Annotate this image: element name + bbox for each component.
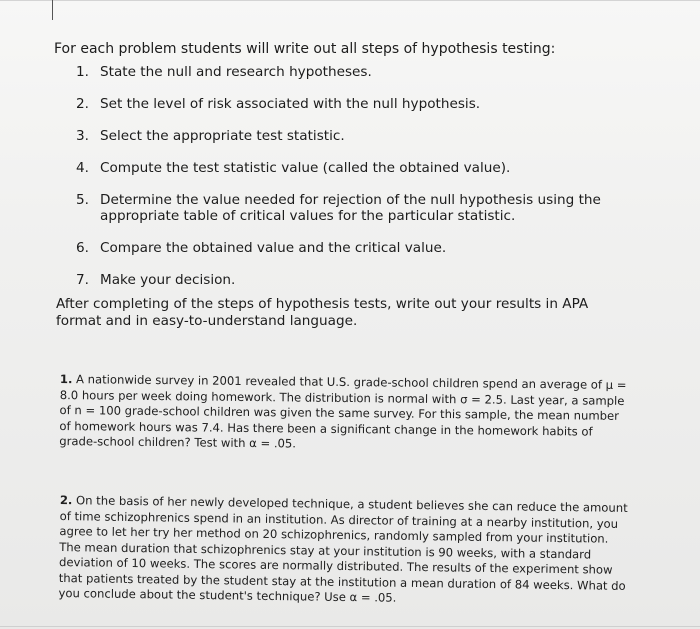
problem-number: 2. xyxy=(59,493,73,508)
problem-text: On the basis of her newly developed technique, a student believes she can reduce the amount of time schizophrenics spend in an institution. As director of training at a nearby institution, you agree to let her try her method on 20 schizophrenics, randomly sampled from your institution. The mean duration that schizophrenics stay at your institution is 90 weeks, with a standard deviation of 10 weeks. The scores are normally distributed. The results of the experiment show that patients treated by the student stay at the institution a mean duration of 84 weeks. What do you conclude about the student's technique? Use α = .05. xyxy=(58,493,628,605)
step-item xyxy=(76,240,666,256)
step-number: 1. xyxy=(76,64,89,80)
problem-number: 1. xyxy=(59,372,73,387)
step-item xyxy=(76,192,666,224)
problem-2 xyxy=(58,493,629,609)
step-text: Compute the test statistic value (called the obtained value). xyxy=(100,160,511,176)
top-edge-line xyxy=(0,0,700,1)
step-item xyxy=(76,272,666,288)
step-item xyxy=(76,160,666,176)
step-text: Determine the value needed for rejection of the null hypothesis using the appropriate table of critical values for the particular statistic. xyxy=(100,192,601,224)
intro-text: For each problem students will write out all steps of hypothesis testing: xyxy=(54,41,556,57)
step-number: 5. xyxy=(76,192,89,208)
step-number: 7. xyxy=(76,272,89,288)
step-item xyxy=(76,64,666,80)
step-item xyxy=(76,96,666,112)
step-text: State the null and research hypotheses. xyxy=(100,64,372,80)
step-number: 4. xyxy=(76,160,89,176)
step-number: 6. xyxy=(76,240,89,256)
margin-rule xyxy=(52,0,53,20)
problem-1 xyxy=(59,372,630,455)
step-number: 2. xyxy=(76,96,89,112)
problem-text: A nationwide survey in 2001 revealed that U.S. grade-school children spend an average of μ = 8.0 hours per week doing homework. The distribution is normal with σ = 2.5. Last year, a sample of n = 100 grade-school children was given the same survey. For this sample, the mean number of homework hours was 7.4. Has there been a significant change in the homework habits of grade-school children? Test with α = .05. xyxy=(59,372,627,451)
step-text: Set the level of risk associated with the null hypothesis. xyxy=(100,96,481,112)
step-text: Select the appropriate test statistic. xyxy=(100,128,345,144)
bottom-edge-line xyxy=(0,626,700,627)
hypothesis-steps-list xyxy=(76,64,666,304)
step-text: Make your decision. xyxy=(100,272,236,288)
step-number: 3. xyxy=(76,128,89,144)
step-text: Compare the obtained value and the critical value. xyxy=(100,240,447,256)
apa-instructions: After completing of the steps of hypothesis tests, write out your results in APA format and in easy-to-understand language. xyxy=(56,296,589,329)
step-item xyxy=(76,128,666,144)
